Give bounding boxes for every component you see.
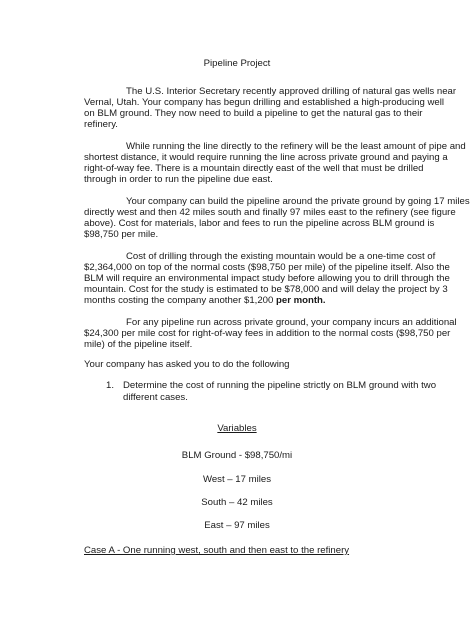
variables-heading: Variables [217,423,257,434]
paragraph-2-line: through in order to run the pipeline due east. [84,174,273,185]
paragraph-3-line: Your company can build the pipeline around the private ground by going 17 miles [126,196,470,207]
paragraph-1-line: Vernal, Utah. Your company has begun drilling and established a high-producing well [84,97,445,108]
paragraph-4-line: mountain. Cost for the study is estimated to be $78,000 and will delay the project by 3 [84,284,448,295]
list-item-line: Determine the cost of running the pipeline strictly on BLM ground with two [123,380,437,391]
paragraph-4-line: $2,364,000 on top of the normal costs ($98,750 per mile) of the pipeline itself. Also the [84,262,450,273]
paragraph-5-line: For any pipeline run across private ground, your company incurs an additional [126,317,457,328]
paragraph-3-line: directly west and then 42 miles south and finally 97 miles east to the refinery (see figure [84,207,456,218]
case-a-heading: Case A - One running west, south and then east to the refinery [84,545,350,556]
paragraph-1-line: on BLM ground. They now need to build a pipeline to get the natural gas to their [84,108,423,119]
variable-item: BLM Ground - $98,750/mi [181,450,293,461]
paragraph-2-line: While running the line directly to the refinery will be the least amount of pipe and [126,141,466,152]
paragraph-4-line [84,295,326,306]
variable-item: West – 17 miles [202,474,272,485]
instructions-intro: Your company has asked you to do the following [84,359,290,370]
paragraph-4-last-text: months costing the company another $1,200 [84,295,276,306]
paragraph-2-line: right-of-way fee. There is a mountain directly east of the well that must be drilled [84,163,424,174]
paragraph-5-line: $24,300 per mile cost for right-of-way fees in addition to the normal costs ($98,750 per [84,328,451,339]
variable-item: South – 42 miles [201,497,273,508]
list-item-line: different cases. [123,392,188,403]
paragraph-4-line: Cost of drilling through the existing mountain would be a one-time cost of [126,251,436,262]
paragraph-4-line: BLM will require an environmental impact study before allowing you to drill through the [84,273,450,284]
list-item-number: 1. [106,380,115,391]
paragraph-1-line: refinery. [84,119,118,130]
paragraph-3-line: above). Cost for materials, labor and fees to run the pipeline across BLM ground is [84,218,435,229]
variable-item: East – 97 miles [204,520,270,531]
page-title: Pipeline Project [203,58,271,69]
paragraph-5-line: mile) of the pipeline itself. [84,339,193,350]
paragraph-3-line: $98,750 per mile. [84,229,159,240]
paragraph-1-line: The U.S. Interior Secretary recently approved drilling of natural gas wells near [126,86,457,97]
paragraph-4-last-bold: per month. [276,295,326,306]
paragraph-2-line: shortest distance, it would require running the line across private ground and paying a [84,152,448,163]
